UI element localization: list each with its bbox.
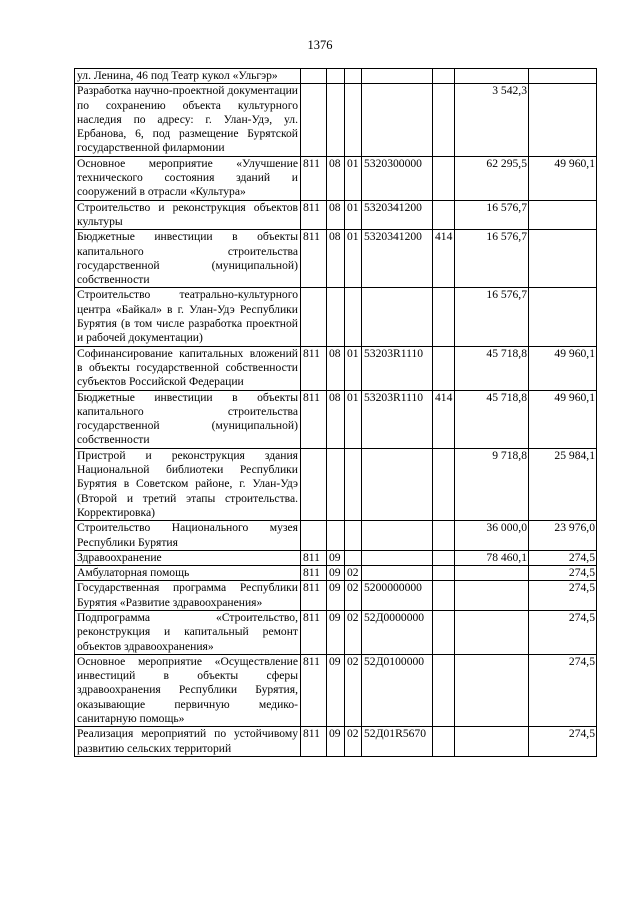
item-name: Разработка научно-проектной документации по сохранению объекта культурного наследия по адресу: г. Улан-Удэ, ул. Ербанова, 6, под размещение Бурятской государственной филармонии — [75, 84, 301, 156]
expense-type-code — [433, 521, 455, 551]
subsection-code: 02 — [345, 654, 362, 726]
target-article-code: 5320341200 — [362, 200, 433, 230]
amount-year-2: 274,5 — [529, 654, 597, 726]
target-article-code: 53203R1110 — [362, 390, 433, 448]
amount-year-1: 36 000,0 — [455, 521, 529, 551]
section-code — [327, 288, 345, 346]
amount-year-1 — [455, 654, 529, 726]
amount-year-1 — [455, 581, 529, 611]
amount-year-1: 16 576,7 — [455, 200, 529, 230]
table-row — [75, 156, 597, 200]
expense-type-code — [433, 84, 455, 156]
item-name: Бюджетные инвестиции в объекты капитального строительства государственной (муниципальной) собственности — [75, 230, 301, 288]
expense-type-code — [433, 550, 455, 565]
amount-year-1: 16 576,7 — [455, 230, 529, 288]
grbs-code: 811 — [301, 200, 327, 230]
table-row — [75, 346, 597, 390]
table-row — [75, 448, 597, 520]
grbs-code: 811 — [301, 390, 327, 448]
section-code: 09 — [327, 610, 345, 654]
target-article-code: 53203R1110 — [362, 346, 433, 390]
table-row — [75, 581, 597, 611]
table-row — [75, 288, 597, 346]
target-article-code — [362, 69, 433, 84]
section-code — [327, 448, 345, 520]
section-code: 09 — [327, 727, 345, 757]
item-name: Основное мероприятие «Осуществление инвестиций в объекты сферы здравоохранения Республики Бурятия, оказывающие первичную медико-санитарную помощь» — [75, 654, 301, 726]
expense-type-code — [433, 69, 455, 84]
amount-year-1: 9 718,8 — [455, 448, 529, 520]
amount-year-2: 23 976,0 — [529, 521, 597, 551]
expense-type-code — [433, 448, 455, 520]
amount-year-2 — [529, 200, 597, 230]
amount-year-1: 45 718,8 — [455, 390, 529, 448]
amount-year-1: 62 295,5 — [455, 156, 529, 200]
subsection-code — [345, 288, 362, 346]
amount-year-2: 274,5 — [529, 581, 597, 611]
table-row — [75, 550, 597, 565]
amount-year-1 — [455, 727, 529, 757]
section-code: 08 — [327, 390, 345, 448]
grbs-code: 811 — [301, 566, 327, 581]
target-article-code — [362, 288, 433, 346]
amount-year-2 — [529, 230, 597, 288]
item-name: Софинансирование капитальных вложений в объекты государственной собственности субъектов Российской Федерации — [75, 346, 301, 390]
grbs-code: 811 — [301, 581, 327, 611]
section-code: 08 — [327, 346, 345, 390]
amount-year-2: 25 984,1 — [529, 448, 597, 520]
grbs-code: 811 — [301, 550, 327, 565]
subsection-code: 01 — [345, 390, 362, 448]
amount-year-2: 49 960,1 — [529, 390, 597, 448]
section-code: 09 — [327, 654, 345, 726]
expense-type-code — [433, 610, 455, 654]
target-article-code: 5200000000 — [362, 581, 433, 611]
expense-type-code — [433, 581, 455, 611]
amount-year-1: 45 718,8 — [455, 346, 529, 390]
table-row — [75, 390, 597, 448]
target-article-code — [362, 521, 433, 551]
grbs-code — [301, 448, 327, 520]
target-article-code — [362, 448, 433, 520]
item-name: Строительство театрально-культурного центра «Байкал» в г. Улан-Удэ Республики Бурятия (в том числе разработка проектной и рабочей документации) — [75, 288, 301, 346]
table-row — [75, 69, 597, 84]
grbs-code: 811 — [301, 230, 327, 288]
expense-type-code — [433, 727, 455, 757]
budget-table — [74, 68, 597, 757]
expense-type-code — [433, 566, 455, 581]
page-number: 1376 — [307, 38, 333, 52]
section-code — [327, 69, 345, 84]
target-article-code: 52Д0000000 — [362, 610, 433, 654]
amount-year-2 — [529, 69, 597, 84]
grbs-code — [301, 288, 327, 346]
subsection-code: 02 — [345, 610, 362, 654]
budget-table-body — [75, 69, 597, 757]
target-article-code: 5320341200 — [362, 230, 433, 288]
target-article-code: 5320300000 — [362, 156, 433, 200]
expense-type-code — [433, 288, 455, 346]
subsection-code: 02 — [345, 581, 362, 611]
subsection-code: 01 — [345, 200, 362, 230]
grbs-code — [301, 69, 327, 84]
amount-year-2: 274,5 — [529, 550, 597, 565]
amount-year-1 — [455, 69, 529, 84]
amount-year-2: 274,5 — [529, 566, 597, 581]
grbs-code: 811 — [301, 654, 327, 726]
table-row — [75, 200, 597, 230]
table-row — [75, 521, 597, 551]
target-article-code — [362, 566, 433, 581]
section-code: 08 — [327, 156, 345, 200]
item-name: ул. Ленина, 46 под Театр кукол «Ульгэр» — [75, 69, 301, 84]
grbs-code — [301, 84, 327, 156]
expense-type-code — [433, 346, 455, 390]
grbs-code: 811 — [301, 610, 327, 654]
item-name: Амбулаторная помощь — [75, 566, 301, 581]
amount-year-2: 274,5 — [529, 610, 597, 654]
table-row — [75, 84, 597, 156]
section-code — [327, 84, 345, 156]
subsection-code: 02 — [345, 727, 362, 757]
grbs-code: 811 — [301, 727, 327, 757]
table-row — [75, 610, 597, 654]
amount-year-2: 49 960,1 — [529, 346, 597, 390]
item-name: Реализация мероприятий по устойчивому развитию сельских территорий — [75, 727, 301, 757]
subsection-code — [345, 448, 362, 520]
item-name: Государственная программа Республики Бурятия «Развитие здравоохранения» — [75, 581, 301, 611]
item-name: Пристрой и реконструкция здания Национальной библиотеки Республики Бурятия в Советском районе, г. Улан-Удэ (Второй и третий этапы строительства. Корректировка) — [75, 448, 301, 520]
table-row — [75, 727, 597, 757]
item-name: Строительство Национального музея Республики Бурятия — [75, 521, 301, 551]
expense-type-code: 414 — [433, 230, 455, 288]
amount-year-2 — [529, 288, 597, 346]
amount-year-1: 78 460,1 — [455, 550, 529, 565]
section-code: 09 — [327, 581, 345, 611]
item-name: Здравоохранение — [75, 550, 301, 565]
section-code — [327, 521, 345, 551]
target-article-code: 52Д01R5670 — [362, 727, 433, 757]
item-name: Подпрограмма «Строительство, реконструкция и капитальный ремонт объектов здравоохранения» — [75, 610, 301, 654]
amount-year-1 — [455, 566, 529, 581]
amount-year-1: 16 576,7 — [455, 288, 529, 346]
grbs-code: 811 — [301, 156, 327, 200]
section-code: 08 — [327, 200, 345, 230]
grbs-code: 811 — [301, 346, 327, 390]
subsection-code — [345, 550, 362, 565]
amount-year-2 — [529, 84, 597, 156]
section-code: 09 — [327, 550, 345, 565]
table-row — [75, 566, 597, 581]
grbs-code — [301, 521, 327, 551]
item-name: Строительство и реконструкция объектов культуры — [75, 200, 301, 230]
item-name: Бюджетные инвестиции в объекты капитального строительства государственной (муниципальной) собственности — [75, 390, 301, 448]
expense-type-code — [433, 156, 455, 200]
subsection-code — [345, 521, 362, 551]
subsection-code — [345, 84, 362, 156]
target-article-code: 52Д0100000 — [362, 654, 433, 726]
amount-year-1 — [455, 610, 529, 654]
section-code: 08 — [327, 230, 345, 288]
subsection-code: 01 — [345, 230, 362, 288]
subsection-code: 01 — [345, 346, 362, 390]
item-name: Основное мероприятие «Улучшение технического состояния зданий и сооружений в отрасли «Культура» — [75, 156, 301, 200]
target-article-code — [362, 550, 433, 565]
expense-type-code: 414 — [433, 390, 455, 448]
target-article-code — [362, 84, 433, 156]
subsection-code — [345, 69, 362, 84]
subsection-code: 01 — [345, 156, 362, 200]
expense-type-code — [433, 654, 455, 726]
table-row — [75, 230, 597, 288]
section-code: 09 — [327, 566, 345, 581]
amount-year-1: 3 542,3 — [455, 84, 529, 156]
amount-year-2: 49 960,1 — [529, 156, 597, 200]
expense-type-code — [433, 200, 455, 230]
amount-year-2: 274,5 — [529, 727, 597, 757]
table-row — [75, 654, 597, 726]
subsection-code: 02 — [345, 566, 362, 581]
